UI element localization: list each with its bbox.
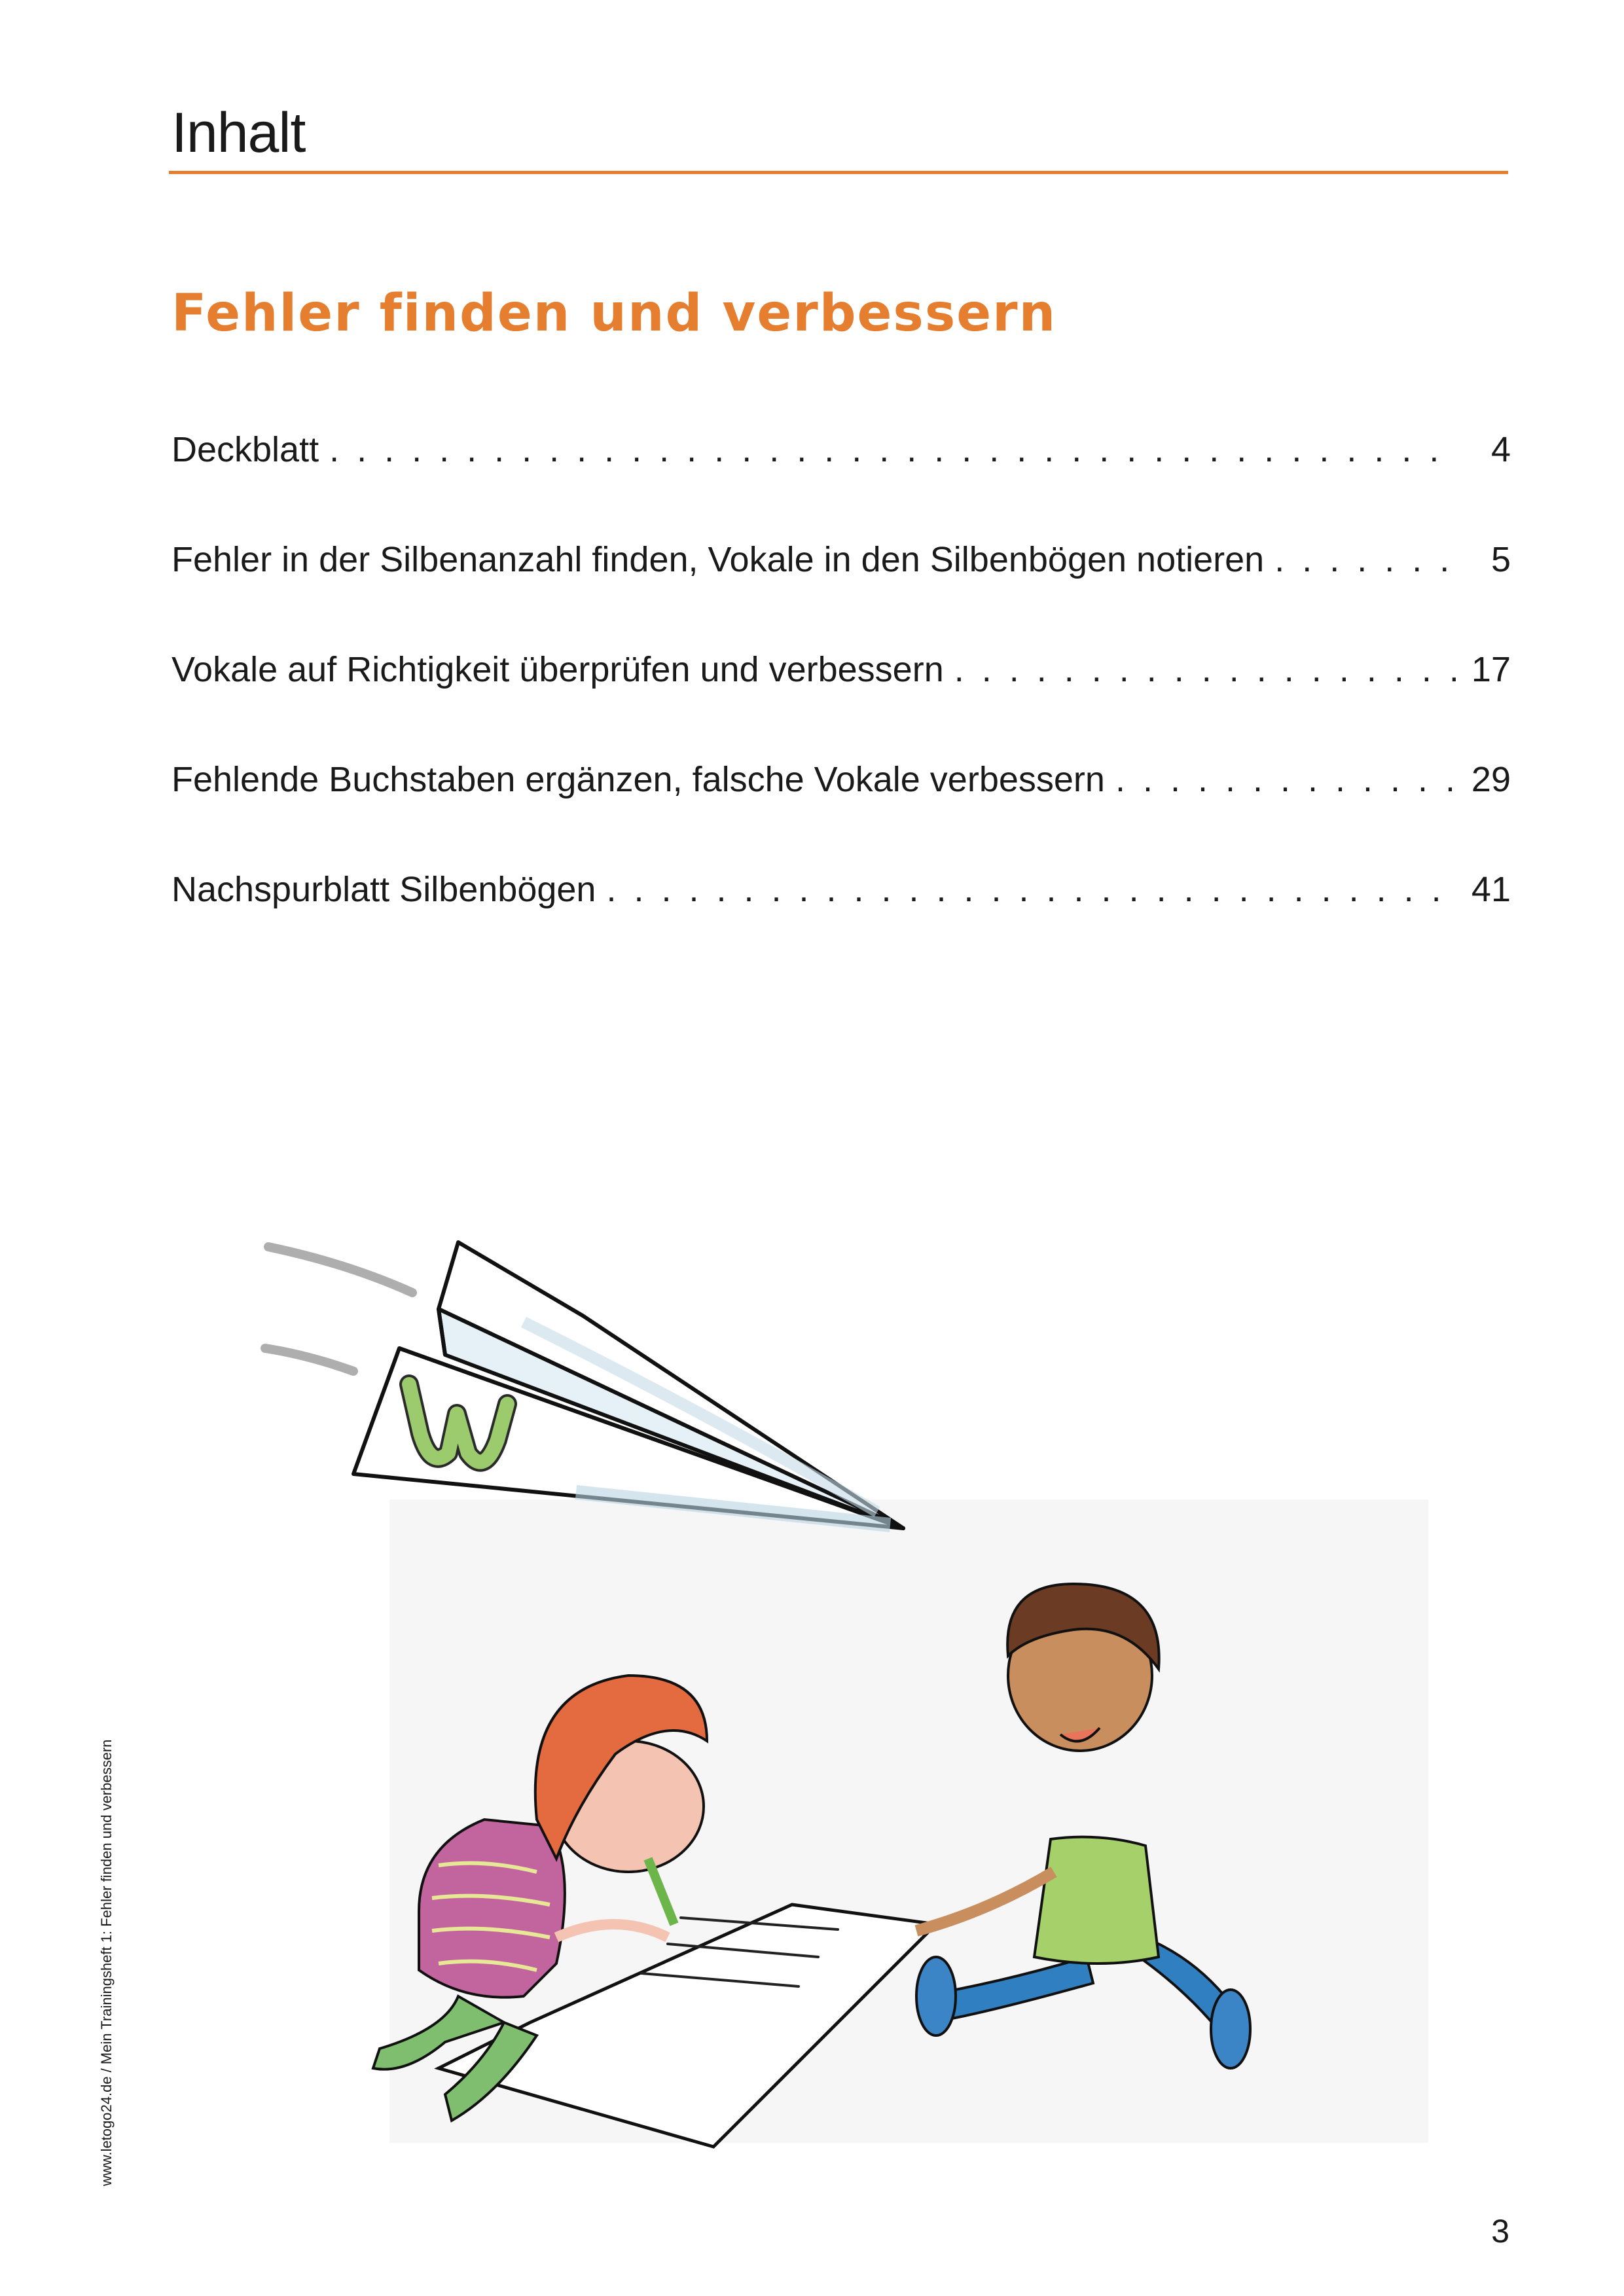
toc-entry-page: 29	[1471, 760, 1511, 799]
toc-entry[interactable]	[171, 652, 1511, 762]
dot-leader	[329, 432, 1456, 467]
page-number: 3	[1491, 2213, 1509, 2250]
toc-entry-page: 17	[1471, 650, 1511, 689]
table-of-contents	[171, 432, 1511, 982]
paper-airplane-icon	[353, 1242, 903, 1528]
boy-figure-icon	[916, 1584, 1250, 2068]
dot-leader	[606, 872, 1456, 907]
toc-entry[interactable]	[171, 432, 1511, 542]
toc-entry-page: 5	[1490, 540, 1511, 579]
toc-entry[interactable]	[171, 762, 1511, 872]
toc-entry[interactable]	[171, 872, 1511, 982]
toc-entry[interactable]	[171, 542, 1511, 652]
section-heading: Fehler finden und verbessern	[171, 284, 1057, 343]
title-divider	[169, 171, 1508, 174]
illustration-drawing	[249, 1217, 1440, 2153]
toc-entry-label: Fehlende Buchstaben ergänzen, falsche Vokale verbessern	[171, 760, 1105, 799]
toc-entry-label: Deckblatt	[171, 430, 319, 469]
page-title: Inhalt	[171, 101, 306, 164]
dot-leader	[954, 652, 1456, 687]
dot-leader	[1115, 762, 1456, 797]
toc-entry-page: 41	[1471, 870, 1511, 909]
toc-entry-label: Nachspurblatt Silbenbögen	[171, 870, 596, 909]
toc-entry-label: Vokale auf Richtigkeit überprüfen und verbessern	[171, 650, 944, 689]
toc-entry-page: 4	[1490, 430, 1511, 469]
speed-lines-icon	[265, 1247, 412, 1371]
toc-entry-label: Fehler in der Silbenanzahl finden, Vokale in den Silbenbögen notieren	[171, 540, 1265, 579]
children-illustration	[249, 1217, 1440, 2153]
dot-leader	[1274, 542, 1456, 577]
side-credit: www.letogo24.de / Mein Trainingsheft 1: Fehler finden und verbessern	[98, 1739, 115, 2186]
